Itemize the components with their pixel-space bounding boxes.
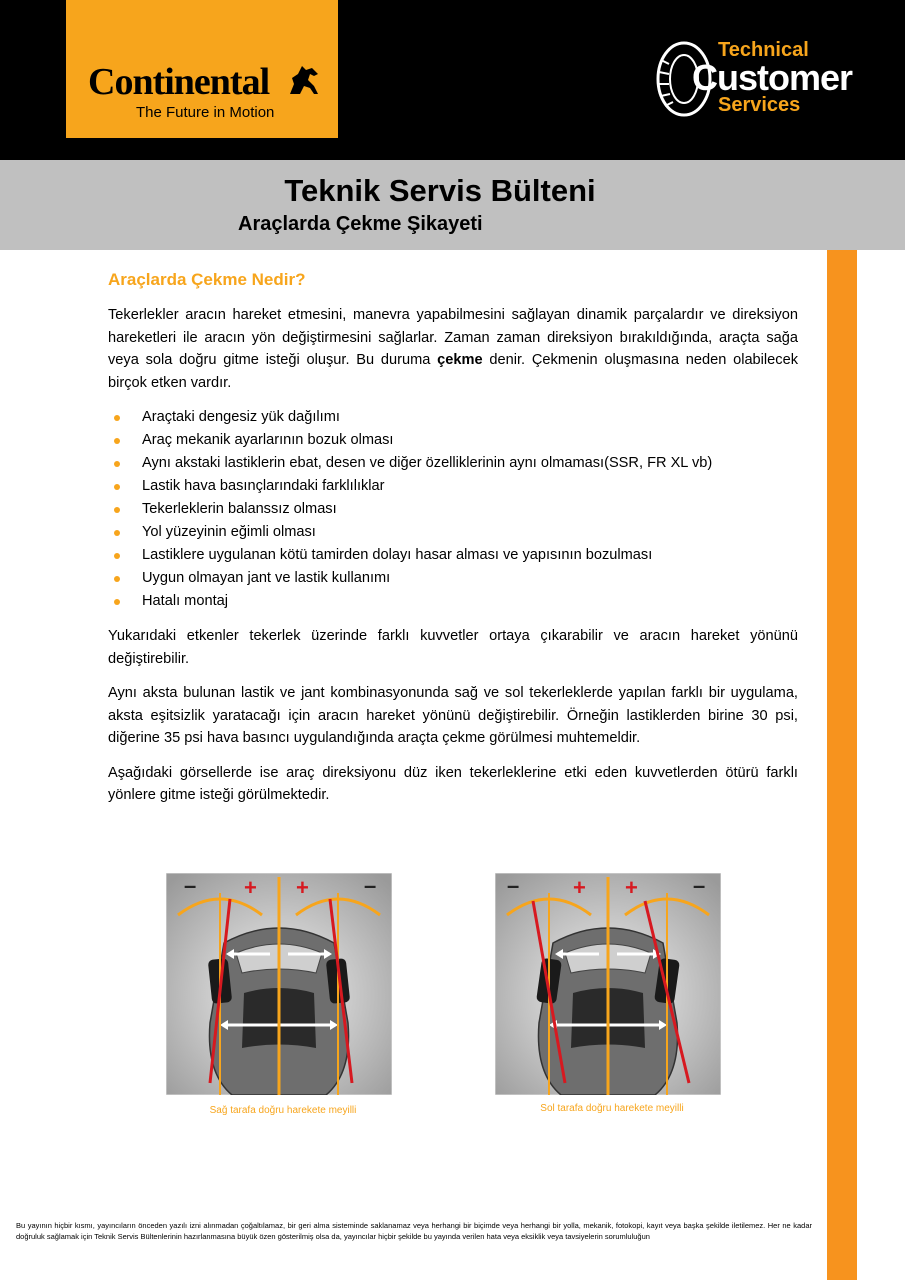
section-heading: Araçlarda Çekme Nedir?	[108, 270, 306, 289]
paragraph-forces: Yukarıdaki etkenler tekerlek üzerinde farklı kuvvetler ortaya çıkarabilir ve aracın hareket yönünü değiştirebilir.	[108, 628, 798, 667]
list-item: Araçtaki dengesiz yük dağılımı	[142, 406, 798, 429]
plus-sign: +	[573, 875, 586, 900]
caption-right: Sol tarafa doğru harekete meyilli	[540, 1103, 684, 1114]
tcs-technical: Technical	[718, 39, 809, 61]
tcs-customer: Customer	[692, 57, 853, 98]
tcs-services: Services	[718, 94, 801, 116]
minus-sign: –	[693, 873, 706, 898]
side-accent-strip	[827, 250, 857, 1280]
car-diagram-right	[166, 873, 392, 1095]
intro-text-start: Tekerlekler aracın hareket etmesini, manevra yapabilmesini sağlayan dinamik parçalardır ve direksiyon hareketleri ile aracın yön değiştirmesini sağlarlar. Zaman zaman direksiyon bırakıldığında, araçta sağa veya sola doğru gitme isteği oluşur. Bu duruma	[108, 307, 798, 368]
header-bar	[0, 0, 905, 160]
horse-icon	[284, 60, 324, 100]
minus-sign: –	[364, 873, 377, 898]
page-title: Teknik Servis Bülteni	[284, 173, 596, 208]
intro-text-end: denir. Çekmenin oluşmasına neden olabilecek birçok etken vardır.	[108, 352, 798, 391]
plus-sign: +	[244, 875, 257, 900]
continental-logo	[66, 0, 338, 138]
list-item: Hatalı montaj	[142, 590, 798, 613]
copyright-disclaimer: Bu yayının hiçbir kısmı, yayıncıların önceden yazılı izni alınmadan çoğaltılamaz, bir geri alma sisteminde saklanamaz veya herhangi bir biçimde veya herhangi bir yolla, mekanik, fotokopi, kayıt veya başka şekilde iletilemez. Her ne kadar doğruluk sağlamak için Teknik Servis Bültenlerinin hazırlanmasına büyük özen gösterilmiş olsa da, yayıncılar hiçbir şekilde bu yayında verilen hata veya eksiklik veya tavsiyelerin sorumluluğun	[16, 1221, 812, 1241]
intro-bold-term: çekme	[437, 352, 483, 368]
brand-wordmark: Continental	[88, 61, 270, 103]
plus-sign: +	[296, 875, 309, 900]
list-item: Aynı akstaki lastiklerin ebat, desen ve diğer özelliklerinin aynı olmaması(SSR, FR XL vb)	[142, 452, 798, 475]
main-content	[108, 268, 798, 807]
list-item: Tekerleklerin balanssız olması	[142, 498, 798, 521]
list-item: Lastiklere uygulanan kötü tamirden dolayı hasar alması ve yapısının bozulması	[142, 544, 798, 567]
minus-sign: –	[507, 873, 520, 898]
brand-tagline: The Future in Motion	[136, 104, 275, 121]
plus-sign: +	[625, 875, 638, 900]
car-diagram-left	[495, 873, 721, 1095]
list-item: Araç mekanik ayarlarının bozuk olması	[142, 429, 798, 452]
minus-sign: –	[184, 873, 197, 898]
list-item: Uygun olmayan jant ve lastik kullanımı	[142, 567, 798, 590]
list-item: Yol yüzeyinin eğimli olması	[142, 521, 798, 544]
paragraph-images: Aşağıdaki görsellerde ise araç direksiyonu düz iken tekerleklerine etki eden kuvvetlerden ötürü farklı yönlere gitme isteği görülmektedir.	[108, 764, 798, 803]
page-subtitle: Araçlarda Çekme Şikayeti	[238, 213, 483, 235]
intro-paragraph	[108, 304, 798, 394]
figure-pull-left	[495, 873, 721, 1095]
caption-left: Sağ tarafa doğru harekete meyilli	[209, 1105, 357, 1116]
cause-list	[108, 406, 798, 613]
paragraph-axle: Aynı aksta bulunan lastik ve jant kombinasyonunda sağ ve sol tekerleklerde yapılan farklı bir uygulama, aksta eşitsizlik yaratacağı için aracın hareket yönünü değiştirebilir. Örneğin lastiklerden birine 30 psi, diğerine 35 psi hava basıncı uygulandığında araçta çekme görülmesi muhtemeldir.	[108, 685, 798, 746]
figure-pull-right	[166, 873, 392, 1095]
list-item: Lastik hava basınçlarındaki farklılıklar	[142, 475, 798, 498]
